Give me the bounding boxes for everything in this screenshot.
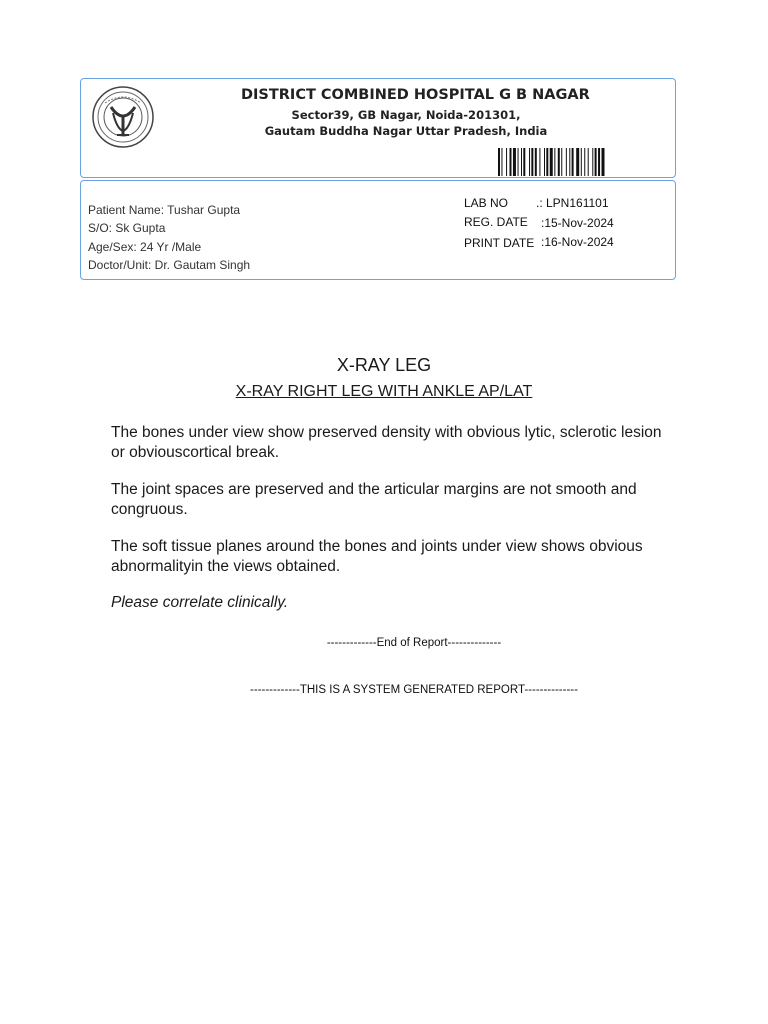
print-date-value: :16-Nov-2024 [541, 235, 614, 249]
barcode-bar [513, 148, 516, 176]
barcode-bar [544, 148, 545, 176]
barcode-bar [588, 148, 589, 176]
patient-relation: S/O: Sk Gupta [88, 221, 166, 235]
report-paragraph-1: The bones under view show preserved density with obvious lytic, sclerotic lesion or obviouscortical break. [111, 424, 662, 461]
hospital-address-line-2: Gautam Buddha Nagar Uttar Pradesh, India [264, 124, 548, 138]
barcode-bar [554, 148, 555, 176]
barcode-bar [506, 148, 507, 176]
barcode-bar [602, 148, 605, 176]
hospital-address-line-1: Sector39, GB Nagar, Noida-201301, [291, 108, 521, 122]
barcode-bar [539, 148, 540, 176]
barcode-bar [501, 148, 502, 176]
reg-date-label: REG. DATE [464, 215, 528, 229]
barcode-bar [569, 148, 570, 176]
barcode-bar [558, 148, 560, 176]
patient-age-sex: Age/Sex: 24 Yr /Male [88, 240, 202, 254]
report-closing: Please correlate clinically. [111, 594, 289, 611]
lab-no-label: LAB NO [464, 196, 509, 210]
barcode-bar [592, 148, 593, 176]
barcode-bar [531, 148, 533, 176]
print-date-label: PRINT DATE [464, 236, 535, 250]
hospital-header [80, 78, 676, 178]
barcode-bar [529, 148, 530, 176]
barcode-bar [550, 148, 553, 176]
barcode-bar [535, 148, 537, 176]
patient-name: Patient Name: Tushar Gupta [88, 203, 241, 217]
barcode-bar [598, 148, 600, 176]
report-paragraph-3: The soft tissue planes around the bones and joints under view shows obvious abnormalityin the views obtained. [111, 538, 643, 575]
end-of-report: -------------End of Report-------------- [326, 637, 502, 649]
barcode-bar [523, 148, 525, 176]
system-generated-note: -------------THIS IS A SYSTEM GENERATED REPORT-------------- [250, 684, 578, 696]
barcode-bar [584, 148, 585, 176]
barcode-bar [581, 148, 582, 176]
barcode-bar [510, 148, 512, 176]
barcode-bar [561, 148, 562, 176]
barcode-bar [572, 148, 574, 176]
report-subtitle: X-RAY RIGHT LEG WITH ANKLE AP/LAT [235, 383, 533, 400]
barcode-icon [498, 148, 668, 176]
hospital-name: DISTRICT COMBINED HOSPITAL G B NAGAR [241, 87, 590, 103]
uttar-pradesh-emblem-icon [91, 85, 155, 149]
barcode-bar [521, 148, 522, 176]
barcode-bar [566, 148, 567, 176]
report-paragraph-2: The joint spaces are preserved and the articular margins are not smooth and congruous. [111, 481, 637, 518]
patient-info-box [80, 180, 676, 280]
barcode-bar [595, 148, 597, 176]
barcode-bar [546, 148, 548, 176]
lab-no-value: .: LPN161101 [536, 196, 609, 210]
doctor-unit: Doctor/Unit: Dr. Gautam Singh [88, 258, 251, 272]
barcode-bar [518, 148, 519, 176]
reg-date-value: :15-Nov-2024 [541, 216, 614, 230]
barcode-bar [576, 148, 579, 176]
report-title: X-RAY LEG [336, 355, 432, 375]
barcode-bar [498, 148, 500, 176]
